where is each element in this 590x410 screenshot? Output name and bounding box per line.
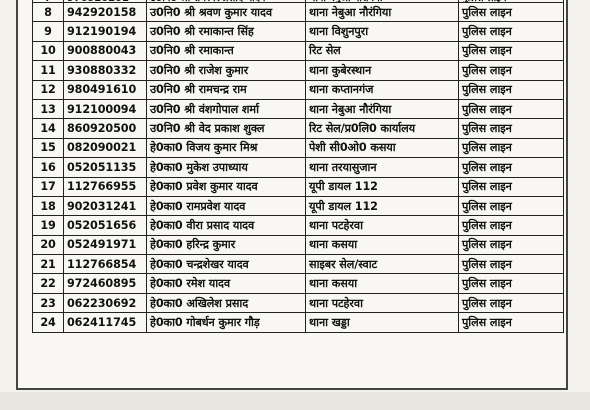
new-posting-cell: पुलिस लाइन	[459, 274, 564, 293]
employee-name-cell: उ0नि0 श्री रामचन्द्र राम	[147, 80, 306, 99]
employee-name-cell: हे0का0 विजय कुमार मिश्र	[147, 138, 306, 157]
new-posting-cell: पुलिस लाइन	[459, 313, 564, 332]
employee-name-cell: हे0का0 चन्द्रशेखर यादव	[147, 255, 306, 274]
mobile-number-cell: 942920158	[64, 3, 147, 22]
current-posting-cell: थाना कप्तानगंज	[306, 80, 459, 99]
employee-name-cell: हे0का0 प्रवेश कुमार यादव	[147, 177, 306, 196]
page-bottom-margin	[0, 392, 590, 410]
current-posting-cell: थाना नेबुआ नौरंगिया	[306, 99, 459, 118]
new-posting-cell: पुलिस लाइन	[459, 22, 564, 41]
current-posting-cell: थाना पटहेरवा	[306, 293, 459, 312]
mobile-number-cell: 052051135	[64, 158, 147, 177]
serial-number-cell: 24	[33, 313, 64, 332]
serial-number-cell: 21	[33, 255, 64, 274]
employee-name-cell: उ0नि0 श्री वेद प्रकाश शुक्ल	[147, 119, 306, 138]
current-posting-cell: थाना तरयासुजान	[306, 158, 459, 177]
current-posting-cell: थाना कसया	[306, 235, 459, 254]
table-row	[33, 177, 564, 196]
transfer-table	[32, 0, 564, 333]
employee-name-cell: हे0का0 वीरा प्रसाद यादव	[147, 216, 306, 235]
serial-number-cell: 18	[33, 196, 64, 215]
current-posting-cell: साइबर सेल/स्वाट	[306, 255, 459, 274]
table-row	[33, 80, 564, 99]
transfer-table-body	[33, 0, 564, 332]
employee-name-cell: हे0का0 हरिन्द्र कुमार	[147, 235, 306, 254]
current-posting-cell: यूपी डायल 112	[306, 177, 459, 196]
new-posting-cell: पुलिस लाइन	[459, 119, 564, 138]
mobile-number-cell: 912190194	[64, 22, 147, 41]
current-posting-cell: थाना कुबेरस्थान	[306, 61, 459, 80]
current-posting-cell: थाना विशुनपुरा	[306, 22, 459, 41]
mobile-number-cell: 112766955	[64, 177, 147, 196]
employee-name-cell: हे0का0 मुकेश उपाध्याय	[147, 158, 306, 177]
serial-number-cell: 15	[33, 138, 64, 157]
table-row	[33, 41, 564, 60]
serial-number-cell: 23	[33, 293, 64, 312]
employee-name-cell: उ0नि0 श्री रमाकान्त सिंह	[147, 22, 306, 41]
current-posting-cell: थाना नेबुआ नौरंगिया	[306, 3, 459, 22]
mobile-number-cell: 062411745	[64, 313, 147, 332]
table-row	[33, 158, 564, 177]
new-posting-cell: पुलिस लाइन	[459, 177, 564, 196]
new-posting-cell: पुलिस लाइन	[459, 235, 564, 254]
table-row	[33, 255, 564, 274]
employee-name-cell: उ0नि0 श्री श्रवण कुमार यादव	[147, 3, 306, 22]
table-row	[33, 216, 564, 235]
mobile-number-cell: 900880043	[64, 41, 147, 60]
table-row	[33, 119, 564, 138]
employee-name-cell: हे0का0 रामप्रवेश यादव	[147, 196, 306, 215]
new-posting-cell: पुलिस लाइन	[459, 61, 564, 80]
employee-name-cell: हे0का0 रमेश यादव	[147, 274, 306, 293]
current-posting-cell: रिट सेल	[306, 41, 459, 60]
new-posting-cell: पुलिस लाइन	[459, 255, 564, 274]
new-posting-cell: पुलिस लाइन	[459, 99, 564, 118]
table-row	[33, 196, 564, 215]
table-row	[33, 313, 564, 332]
document-page	[16, 0, 568, 390]
new-posting-cell: पुलिस लाइन	[459, 41, 564, 60]
new-posting-cell: पुलिस लाइन	[459, 80, 564, 99]
mobile-number-cell: 980491610	[64, 80, 147, 99]
serial-number-cell: 13	[33, 99, 64, 118]
mobile-number-cell: 082090021	[64, 138, 147, 157]
employee-name-cell: हे0का0 अखिलेश प्रसाद	[147, 293, 306, 312]
new-posting-cell: पुलिस लाइन	[459, 216, 564, 235]
table-row	[33, 61, 564, 80]
current-posting-cell: पेशी सी0ओ0 कसया	[306, 138, 459, 157]
serial-number-cell: 20	[33, 235, 64, 254]
serial-number-cell: 10	[33, 41, 64, 60]
mobile-number-cell: 912100094	[64, 99, 147, 118]
table-row	[33, 293, 564, 312]
table-row	[33, 22, 564, 41]
employee-name-cell: हे0का0 गोबर्धन कुमार गौड़	[147, 313, 306, 332]
new-posting-cell: पुलिस लाइन	[459, 3, 564, 22]
new-posting-cell: पुलिस लाइन	[459, 196, 564, 215]
mobile-number-cell: 052491971	[64, 235, 147, 254]
serial-number-cell: 16	[33, 158, 64, 177]
serial-number-cell: 12	[33, 80, 64, 99]
mobile-number-cell: 052051656	[64, 216, 147, 235]
table-row	[33, 99, 564, 118]
table-row	[33, 235, 564, 254]
serial-number-cell: 14	[33, 119, 64, 138]
table-row	[33, 274, 564, 293]
mobile-number-cell: 930880332	[64, 61, 147, 80]
mobile-number-cell: 860920500	[64, 119, 147, 138]
current-posting-cell: रिट सेल/प्र0लि0 कार्यालय	[306, 119, 459, 138]
serial-number-cell: 8	[33, 3, 64, 22]
current-posting-cell: थाना कसया	[306, 274, 459, 293]
mobile-number-cell: 972460895	[64, 274, 147, 293]
new-posting-cell: पुलिस लाइन	[459, 158, 564, 177]
serial-number-cell: 19	[33, 216, 64, 235]
serial-number-cell: 22	[33, 274, 64, 293]
current-posting-cell: यूपी डायल 112	[306, 196, 459, 215]
new-posting-cell: पुलिस लाइन	[459, 138, 564, 157]
current-posting-cell: थाना खड्डा	[306, 313, 459, 332]
mobile-number-cell: 902031241	[64, 196, 147, 215]
mobile-number-cell: 112766854	[64, 255, 147, 274]
mobile-number-cell: 062230692	[64, 293, 147, 312]
employee-name-cell: उ0नि0 श्री राजेश कुमार	[147, 61, 306, 80]
serial-number-cell: 17	[33, 177, 64, 196]
employee-name-cell: उ0नि0 श्री वंशगोपाल शर्मा	[147, 99, 306, 118]
table-row	[33, 3, 564, 22]
serial-number-cell: 9	[33, 22, 64, 41]
new-posting-cell: पुलिस लाइन	[459, 293, 564, 312]
current-posting-cell: थाना पटहेरवा	[306, 216, 459, 235]
serial-number-cell: 11	[33, 61, 64, 80]
employee-name-cell: उ0नि0 श्री रमाकान्त	[147, 41, 306, 60]
table-row	[33, 138, 564, 157]
